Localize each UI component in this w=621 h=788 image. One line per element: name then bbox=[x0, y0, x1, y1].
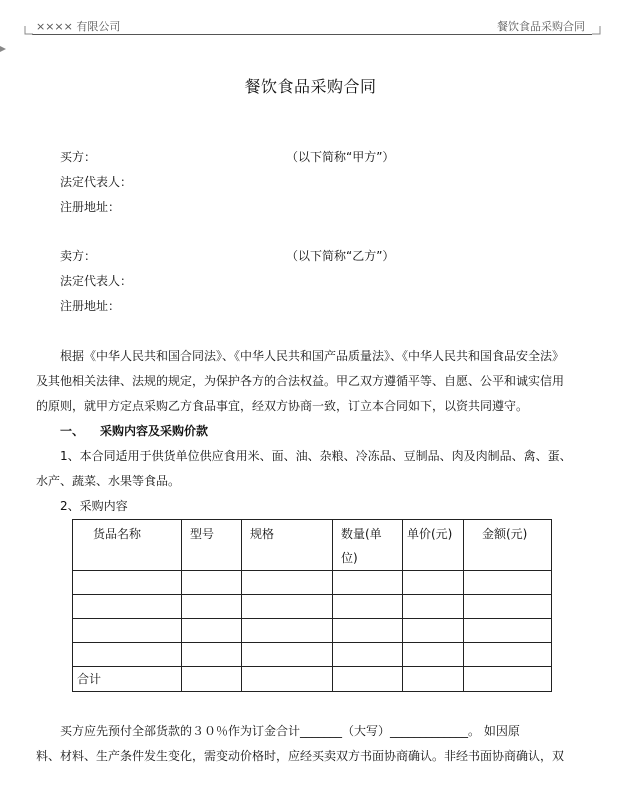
table-cell[interactable] bbox=[73, 571, 182, 595]
table-header-row bbox=[73, 520, 552, 571]
preamble-line: 及其他相关法律、法规的规定，为保护各方的合法权益。甲乙双方遵循平等、自愿、公平和诚实信用 bbox=[36, 374, 565, 388]
payment-clause-line: 买方应先预付全部货款的３０％作为订金合计_______（大写）_____________。 如因原 bbox=[60, 724, 520, 738]
column-header: 金额(元) bbox=[464, 520, 552, 571]
table-row bbox=[73, 619, 552, 643]
seller-alias: （以下简称“乙方”） bbox=[286, 249, 395, 263]
table-cell[interactable] bbox=[242, 667, 333, 692]
document-title: 餐饮食品采购合同 bbox=[244, 77, 377, 96]
table-cell[interactable] bbox=[464, 571, 552, 595]
table-row bbox=[73, 571, 552, 595]
buyer-alias: （以下简称“甲方”） bbox=[286, 150, 395, 164]
table-cell[interactable] bbox=[333, 667, 403, 692]
table-cell[interactable] bbox=[182, 571, 242, 595]
column-header: 单价(元) bbox=[403, 520, 464, 571]
table-cell[interactable] bbox=[403, 619, 464, 643]
table-cell[interactable] bbox=[464, 595, 552, 619]
table-cell[interactable] bbox=[182, 595, 242, 619]
table-cell[interactable] bbox=[333, 619, 403, 643]
seller-address-label: 注册地址： bbox=[60, 299, 121, 313]
table-cell[interactable] bbox=[333, 595, 403, 619]
header-company: ×××× 有限公司 bbox=[36, 20, 121, 33]
header-rule bbox=[32, 34, 592, 35]
seller-rep-label: 法定代表人： bbox=[60, 274, 133, 288]
table-cell[interactable] bbox=[73, 619, 182, 643]
clause-text: 水产、蔬菜、水果等食品。 bbox=[36, 474, 181, 488]
column-header: 货品名称 bbox=[73, 520, 182, 571]
table-cell[interactable] bbox=[182, 619, 242, 643]
clause-text: 2、采购内容 bbox=[60, 499, 128, 513]
buyer-rep-label: 法定代表人： bbox=[60, 175, 133, 189]
table-cell[interactable] bbox=[242, 643, 333, 667]
table-cell[interactable] bbox=[403, 571, 464, 595]
table-cell[interactable] bbox=[242, 595, 333, 619]
table-cell[interactable] bbox=[242, 571, 333, 595]
column-header: 规格 bbox=[242, 520, 333, 571]
table-cell[interactable] bbox=[242, 619, 333, 643]
table-cell[interactable] bbox=[333, 571, 403, 595]
table-cell[interactable] bbox=[464, 643, 552, 667]
table-row bbox=[73, 595, 552, 619]
table-cell[interactable] bbox=[403, 667, 464, 692]
table-cell[interactable] bbox=[333, 643, 403, 667]
table-cell[interactable] bbox=[182, 667, 242, 692]
preamble-line: 根据《中华人民共和国合同法》、《中华人民共和国产品质量法》、《中华人民共和国食品安全法》 bbox=[60, 349, 565, 363]
clause-text: 1、本合同适用于供货单位供应食用米、面、油、杂粮、冷冻品、豆制品、肉及肉制品、禽、蛋、 bbox=[60, 449, 572, 463]
table-cell[interactable] bbox=[464, 619, 552, 643]
section-heading: 采购内容及采购价款 bbox=[100, 424, 209, 438]
column-header: 型号 bbox=[182, 520, 242, 571]
column-header: 数量(单 位) bbox=[333, 520, 403, 571]
table-cell[interactable] bbox=[403, 643, 464, 667]
table-total-row bbox=[73, 667, 552, 692]
corner-mark-icon bbox=[24, 26, 33, 35]
table-cell[interactable] bbox=[403, 595, 464, 619]
caret-marker-icon bbox=[0, 46, 6, 52]
table-cell[interactable] bbox=[73, 643, 182, 667]
buyer-address-label: 注册地址： bbox=[60, 200, 121, 214]
preamble-line: 的原则，就甲方定点采购乙方食品事宜，经双方协商一致，订立本合同如下，以资共同遵守。 bbox=[36, 399, 529, 413]
table-row bbox=[73, 643, 552, 667]
seller-label: 卖方： bbox=[60, 249, 97, 263]
table-cell[interactable] bbox=[73, 595, 182, 619]
table-cell[interactable] bbox=[182, 643, 242, 667]
buyer-label: 买方： bbox=[60, 150, 97, 164]
corner-mark-icon bbox=[592, 26, 601, 35]
payment-clause-line: 料、材料、生产条件发生变化，需变动价格时，应经买卖双方书面协商确认。非经书面协商确认，双 bbox=[36, 749, 565, 763]
total-label: 合计 bbox=[73, 667, 182, 692]
table-cell[interactable] bbox=[464, 667, 552, 692]
section-number: 一、 bbox=[60, 424, 85, 438]
purchase-table bbox=[72, 519, 552, 692]
header-doc-name: 餐饮食品采购合同 bbox=[497, 20, 585, 33]
